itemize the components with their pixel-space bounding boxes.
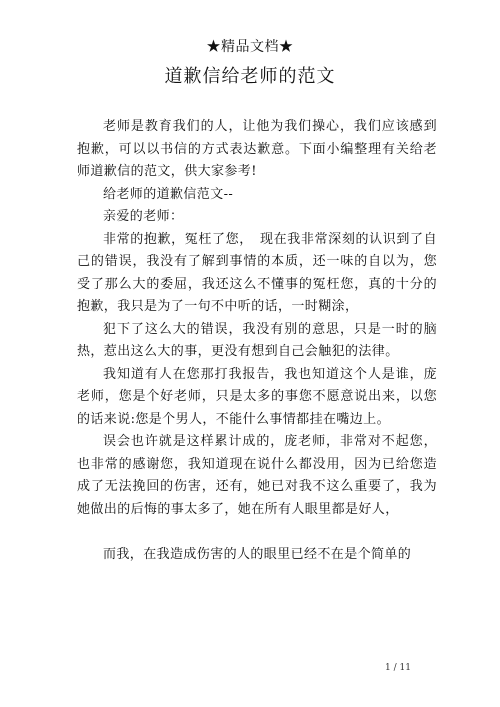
paragraph-body: 而我，在我造成伤害的人的眼里已经不在是个简单的 (103, 546, 412, 562)
paragraph-body: 误会也许就是这样累计成的，庞老师，非常对不起您，也非常的感谢您，我知道现在说什么都没用，因为已给您造成了无法挽回的伤害，还有，她已对我不这么重要了，我为她做出的后悔的事太多了，她在所有人眼里都是好人， (77, 434, 437, 517)
paragraph-subheading: 给老师的道歉信范文-- (103, 186, 234, 202)
paragraph-body: 非常的抱歉，冤枉了您， 现在我非常深刻的认识到了自己的错误，我没有了解到事情的本质，还一味的自以为，您受了那么大的委屈，我还这么不懂事的冤枉您，真的十分的抱歉，我只是为了一句不中听的话，一时糊涂， (77, 231, 437, 314)
paragraph-intro: 老师是教育我们的人，让他为我们操心，我们应该感到抱歉，可以以书信的方式表达歉意。下面小编整理有关给老师道歉信的范文，供大家参考! (77, 119, 437, 179)
paragraph-body: 犯下了这么大的错误，我没有别的意思，只是一时的脑热，惹出这么大的事，更没有想到自己会触犯的法律。 (77, 321, 437, 359)
paragraph-salutation: 亲爱的老师： (103, 209, 184, 224)
document-body (77, 116, 437, 566)
page-number: 1 / 11 (385, 663, 411, 673)
paragraph-body: 我知道有人在您那打我报告，我也知道这个人是谁，庞老师，您是个好老师，只是太多的事您不愿意说出来，以您的话来说:您是个男人，不能什么事情都挂在嘴边上。 (77, 366, 437, 427)
document-title: 道歉信给老师的范文 (164, 66, 336, 87)
page-header: ★精品文档★ (206, 39, 294, 55)
